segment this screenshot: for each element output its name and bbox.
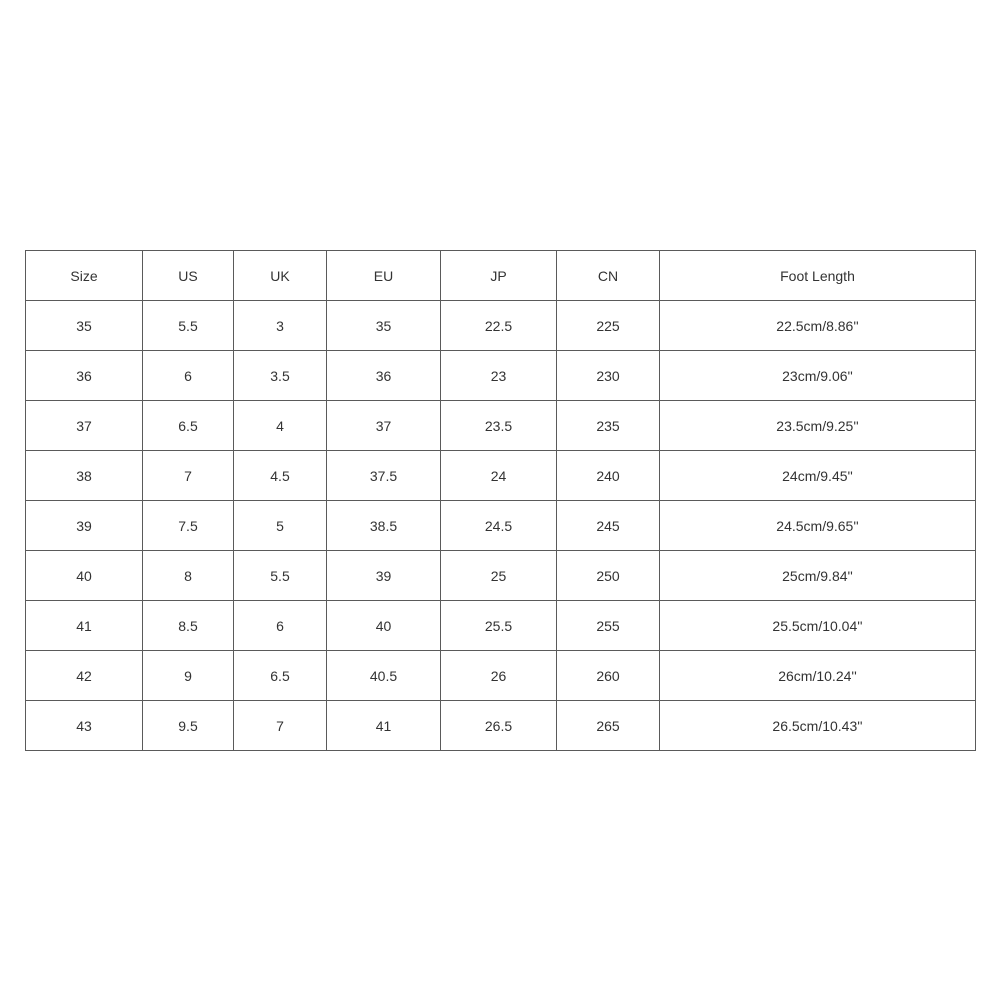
header-cell-foot-length: Foot Length xyxy=(660,251,976,301)
cell-cn: 265 xyxy=(557,701,660,751)
table-row xyxy=(26,551,976,601)
table-row xyxy=(26,451,976,501)
cell-cn: 260 xyxy=(557,651,660,701)
cell-cn: 255 xyxy=(557,601,660,651)
header-cell-us: US xyxy=(143,251,234,301)
cell-size: 37 xyxy=(26,401,143,451)
table-row xyxy=(26,701,976,751)
cell-jp: 26.5 xyxy=(441,701,557,751)
table-row xyxy=(26,601,976,651)
cell-size: 39 xyxy=(26,501,143,551)
cell-uk: 7 xyxy=(234,701,327,751)
cell-uk: 6 xyxy=(234,601,327,651)
cell-cn: 245 xyxy=(557,501,660,551)
cell-jp: 26 xyxy=(441,651,557,701)
cell-uk: 5 xyxy=(234,501,327,551)
cell-uk: 3.5 xyxy=(234,351,327,401)
cell-uk: 6.5 xyxy=(234,651,327,701)
size-chart-table xyxy=(25,250,976,751)
cell-cn: 230 xyxy=(557,351,660,401)
header-cell-cn: CN xyxy=(557,251,660,301)
cell-eu: 40.5 xyxy=(327,651,441,701)
cell-size: 36 xyxy=(26,351,143,401)
cell-jp: 25.5 xyxy=(441,601,557,651)
cell-us: 8.5 xyxy=(143,601,234,651)
cell-foot-length: 23cm/9.06'' xyxy=(660,351,976,401)
table-row xyxy=(26,651,976,701)
cell-uk: 4 xyxy=(234,401,327,451)
table-row xyxy=(26,501,976,551)
cell-eu: 40 xyxy=(327,601,441,651)
cell-us: 6.5 xyxy=(143,401,234,451)
cell-us: 7 xyxy=(143,451,234,501)
cell-us: 8 xyxy=(143,551,234,601)
cell-size: 38 xyxy=(26,451,143,501)
header-row xyxy=(26,251,976,301)
cell-eu: 37.5 xyxy=(327,451,441,501)
cell-cn: 225 xyxy=(557,301,660,351)
cell-jp: 23 xyxy=(441,351,557,401)
header-cell-jp: JP xyxy=(441,251,557,301)
cell-uk: 3 xyxy=(234,301,327,351)
cell-foot-length: 23.5cm/9.25'' xyxy=(660,401,976,451)
cell-eu: 37 xyxy=(327,401,441,451)
cell-eu: 39 xyxy=(327,551,441,601)
cell-size: 41 xyxy=(26,601,143,651)
cell-eu: 35 xyxy=(327,301,441,351)
cell-foot-length: 24cm/9.45'' xyxy=(660,451,976,501)
cell-eu: 41 xyxy=(327,701,441,751)
cell-size: 40 xyxy=(26,551,143,601)
table-row xyxy=(26,351,976,401)
cell-eu: 38.5 xyxy=(327,501,441,551)
cell-jp: 22.5 xyxy=(441,301,557,351)
cell-us: 9 xyxy=(143,651,234,701)
cell-jp: 24.5 xyxy=(441,501,557,551)
cell-jp: 24 xyxy=(441,451,557,501)
cell-uk: 4.5 xyxy=(234,451,327,501)
cell-foot-length: 25cm/9.84'' xyxy=(660,551,976,601)
table-body xyxy=(26,301,976,751)
table-row xyxy=(26,401,976,451)
table-header xyxy=(26,251,976,301)
cell-foot-length: 26.5cm/10.43'' xyxy=(660,701,976,751)
header-cell-size: Size xyxy=(26,251,143,301)
cell-foot-length: 26cm/10.24'' xyxy=(660,651,976,701)
cell-us: 5.5 xyxy=(143,301,234,351)
cell-jp: 23.5 xyxy=(441,401,557,451)
cell-cn: 240 xyxy=(557,451,660,501)
cell-foot-length: 25.5cm/10.04'' xyxy=(660,601,976,651)
cell-cn: 250 xyxy=(557,551,660,601)
cell-cn: 235 xyxy=(557,401,660,451)
cell-size: 43 xyxy=(26,701,143,751)
cell-eu: 36 xyxy=(327,351,441,401)
header-cell-eu: EU xyxy=(327,251,441,301)
cell-foot-length: 24.5cm/9.65'' xyxy=(660,501,976,551)
cell-us: 6 xyxy=(143,351,234,401)
cell-size: 42 xyxy=(26,651,143,701)
table-row xyxy=(26,301,976,351)
cell-us: 9.5 xyxy=(143,701,234,751)
cell-uk: 5.5 xyxy=(234,551,327,601)
header-cell-uk: UK xyxy=(234,251,327,301)
cell-size: 35 xyxy=(26,301,143,351)
cell-jp: 25 xyxy=(441,551,557,601)
cell-foot-length: 22.5cm/8.86'' xyxy=(660,301,976,351)
cell-us: 7.5 xyxy=(143,501,234,551)
